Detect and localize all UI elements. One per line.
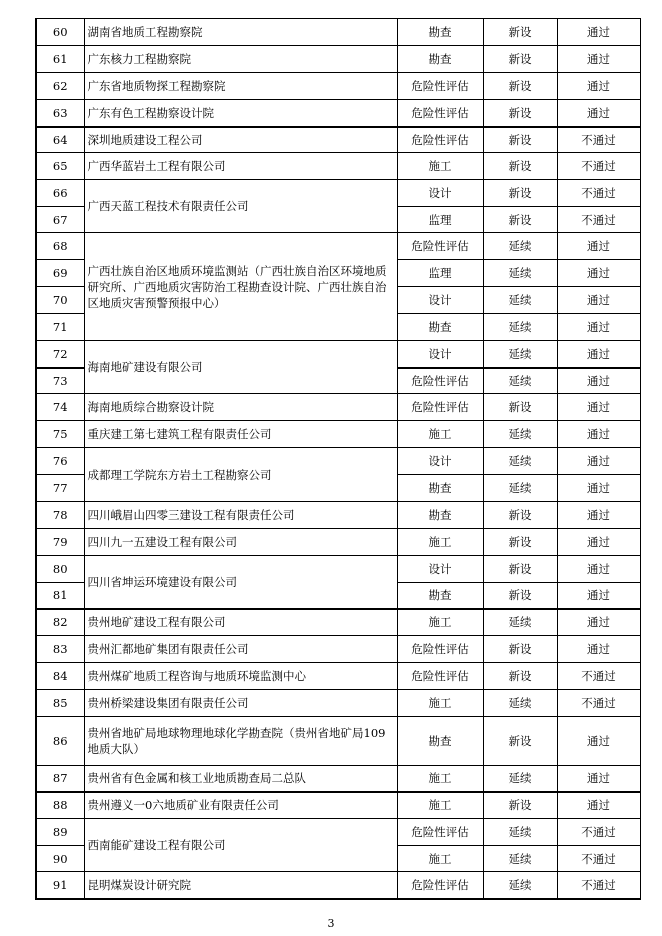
qualification-type-cell: 施工 (397, 792, 483, 819)
review-result-cell: 不通过 (557, 872, 640, 899)
qualification-type-cell: 设计 (397, 287, 483, 314)
review-result-cell: 通过 (557, 529, 640, 556)
unit-name-cell: 贵州桥梁建设集团有限责任公司 (84, 690, 397, 717)
row-number-cell: 81 (36, 583, 84, 609)
qualification-type-cell: 施工 (397, 529, 483, 556)
row-number-cell: 74 (36, 394, 84, 421)
unit-name-cell: 广西华蓝岩土工程有限公司 (84, 153, 397, 180)
qualification-type-cell: 设计 (397, 448, 483, 475)
qualification-type-cell: 危险性评估 (397, 233, 483, 260)
review-result-cell: 不通过 (557, 153, 640, 180)
page-number: 3 (327, 917, 335, 930)
table-row (36, 233, 640, 260)
unit-name-cell: 海南地质综合勘察设计院 (84, 394, 397, 421)
application-kind-cell: 延续 (483, 368, 557, 394)
row-number-cell: 82 (36, 609, 84, 636)
row-number-cell: 90 (36, 846, 84, 872)
table-row (36, 341, 640, 368)
qualification-type-cell: 设计 (397, 556, 483, 583)
application-kind-cell: 新设 (483, 502, 557, 529)
review-result-cell: 不通过 (557, 663, 640, 690)
table-row (36, 792, 640, 819)
qualification-type-cell: 监理 (397, 207, 483, 233)
application-kind-cell: 新设 (483, 73, 557, 100)
unit-name-cell: 成都理工学院东方岩土工程勘察公司 (84, 448, 397, 502)
application-kind-cell: 延续 (483, 846, 557, 872)
review-result-cell: 通过 (557, 73, 640, 100)
unit-name-cell: 广西天蓝工程技术有限责任公司 (84, 180, 397, 233)
row-number-cell: 89 (36, 819, 84, 846)
row-number-cell: 64 (36, 127, 84, 153)
review-result-cell: 通过 (557, 636, 640, 663)
qualification-type-cell: 施工 (397, 153, 483, 180)
table-row (36, 766, 640, 792)
row-number-cell: 61 (36, 46, 84, 73)
review-result-cell: 不通过 (557, 690, 640, 717)
table-row (36, 609, 640, 636)
review-result-cell: 通过 (557, 609, 640, 636)
row-number-cell: 63 (36, 100, 84, 127)
review-result-cell: 通过 (557, 260, 640, 287)
application-kind-cell: 新设 (483, 127, 557, 153)
qualification-type-cell: 施工 (397, 766, 483, 792)
review-result-cell: 通过 (557, 341, 640, 368)
unit-name-cell: 海南地矿建设有限公司 (84, 341, 397, 394)
row-number-cell: 83 (36, 636, 84, 663)
qualification-type-cell: 勘查 (397, 717, 483, 766)
application-kind-cell: 延续 (483, 314, 557, 341)
qualification-type-cell: 施工 (397, 609, 483, 636)
qualification-type-cell: 勘查 (397, 475, 483, 502)
table-row (36, 180, 640, 207)
table-row (36, 127, 640, 153)
row-number-cell: 71 (36, 314, 84, 341)
application-kind-cell: 延续 (483, 260, 557, 287)
application-kind-cell: 新设 (483, 636, 557, 663)
unit-name-cell: 西南能矿建设工程有限公司 (84, 819, 397, 872)
qualification-type-cell: 危险性评估 (397, 394, 483, 421)
application-kind-cell: 延续 (483, 609, 557, 636)
unit-name-cell: 重庆建工第七建筑工程有限责任公司 (84, 421, 397, 448)
unit-name-cell: 贵州省有色金属和核工业地质勘查局二总队 (84, 766, 397, 792)
table-row (36, 819, 640, 846)
qualification-type-cell: 危险性评估 (397, 100, 483, 127)
review-result-cell: 通过 (557, 394, 640, 421)
unit-name-cell: 广西壮族自治区地质环境监测站（广西壮族自治区环境地质研究所、广西地质灾害防治工程勘查设计院、广西壮族自治区地质灾害预警预报中心） (84, 233, 397, 341)
application-kind-cell: 新设 (483, 46, 557, 73)
qualification-type-cell: 勘查 (397, 19, 483, 46)
application-kind-cell: 新设 (483, 180, 557, 207)
unit-name-cell: 昆明煤炭设计研究院 (84, 872, 397, 899)
application-kind-cell: 新设 (483, 717, 557, 766)
table-row (36, 448, 640, 475)
application-kind-cell: 新设 (483, 100, 557, 127)
review-result-cell: 不通过 (557, 846, 640, 872)
qualification-type-cell: 危险性评估 (397, 127, 483, 153)
application-kind-cell: 延续 (483, 475, 557, 502)
table-row (36, 46, 640, 73)
row-number-cell: 84 (36, 663, 84, 690)
application-kind-cell: 新设 (483, 19, 557, 46)
review-result-cell: 不通过 (557, 207, 640, 233)
row-number-cell: 70 (36, 287, 84, 314)
review-result-cell: 通过 (557, 475, 640, 502)
table-row (36, 872, 640, 899)
row-number-cell: 79 (36, 529, 84, 556)
application-kind-cell: 延续 (483, 287, 557, 314)
review-result-cell: 通过 (557, 100, 640, 127)
unit-name-cell: 贵州遵义一0六地质矿业有限责任公司 (84, 792, 397, 819)
table-row (36, 73, 640, 100)
application-kind-cell: 延续 (483, 421, 557, 448)
unit-name-cell: 四川九一五建设工程有限公司 (84, 529, 397, 556)
review-result-cell: 通过 (557, 556, 640, 583)
application-kind-cell: 新设 (483, 394, 557, 421)
unit-name-cell: 贵州省地矿局地球物理地球化学勘查院（贵州省地矿局109地质大队） (84, 717, 397, 766)
qualification-type-cell: 危险性评估 (397, 663, 483, 690)
row-number-cell: 77 (36, 475, 84, 502)
row-number-cell: 91 (36, 872, 84, 899)
application-kind-cell: 新设 (483, 792, 557, 819)
application-kind-cell: 新设 (483, 153, 557, 180)
table-row (36, 529, 640, 556)
table-row (36, 394, 640, 421)
row-number-cell: 69 (36, 260, 84, 287)
unit-name-cell: 湖南省地质工程勘察院 (84, 19, 397, 46)
table-row (36, 663, 640, 690)
review-result-cell: 通过 (557, 448, 640, 475)
row-number-cell: 68 (36, 233, 84, 260)
review-result-cell: 通过 (557, 368, 640, 394)
row-number-cell: 72 (36, 341, 84, 368)
row-number-cell: 60 (36, 19, 84, 46)
row-number-cell: 67 (36, 207, 84, 233)
review-result-cell: 不通过 (557, 180, 640, 207)
row-number-cell: 88 (36, 792, 84, 819)
table-row (36, 421, 640, 448)
table-row (36, 690, 640, 717)
application-kind-cell: 延续 (483, 872, 557, 899)
application-kind-cell: 新设 (483, 529, 557, 556)
table-body (36, 19, 640, 899)
review-result-cell: 通过 (557, 287, 640, 314)
table-row (36, 100, 640, 127)
review-result-cell: 通过 (557, 19, 640, 46)
qualification-type-cell: 危险性评估 (397, 819, 483, 846)
qualification-type-cell: 监理 (397, 260, 483, 287)
unit-name-cell: 贵州汇都地矿集团有限责任公司 (84, 636, 397, 663)
review-result-cell: 通过 (557, 421, 640, 448)
qualification-type-cell: 施工 (397, 690, 483, 717)
unit-name-cell: 贵州煤矿地质工程咨询与地质环境监测中心 (84, 663, 397, 690)
row-number-cell: 80 (36, 556, 84, 583)
application-kind-cell: 新设 (483, 663, 557, 690)
review-result-cell: 通过 (557, 46, 640, 73)
application-kind-cell: 新设 (483, 556, 557, 583)
unit-name-cell: 广东有色工程勘察设计院 (84, 100, 397, 127)
row-number-cell: 86 (36, 717, 84, 766)
application-kind-cell: 新设 (483, 207, 557, 233)
qualification-type-cell: 危险性评估 (397, 872, 483, 899)
qualification-type-cell: 危险性评估 (397, 368, 483, 394)
review-result-cell: 通过 (557, 233, 640, 260)
qualification-type-cell: 勘查 (397, 583, 483, 609)
unit-name-cell: 深圳地质建设工程公司 (84, 127, 397, 153)
row-number-cell: 65 (36, 153, 84, 180)
qualification-type-cell: 设计 (397, 180, 483, 207)
qualification-type-cell: 施工 (397, 846, 483, 872)
table-row (36, 153, 640, 180)
unit-name-cell: 四川峨眉山四零三建设工程有限责任公司 (84, 502, 397, 529)
unit-name-cell: 广东核力工程勘察院 (84, 46, 397, 73)
review-result-cell: 不通过 (557, 127, 640, 153)
review-result-cell: 通过 (557, 766, 640, 792)
qualification-type-cell: 危险性评估 (397, 636, 483, 663)
row-number-cell: 85 (36, 690, 84, 717)
row-number-cell: 62 (36, 73, 84, 100)
row-number-cell: 78 (36, 502, 84, 529)
application-kind-cell: 延续 (483, 341, 557, 368)
application-kind-cell: 延续 (483, 819, 557, 846)
review-result-cell: 通过 (557, 717, 640, 766)
review-result-cell: 通过 (557, 583, 640, 609)
unit-name-cell: 广东省地质物探工程勘察院 (84, 73, 397, 100)
table-row (36, 502, 640, 529)
application-kind-cell: 延续 (483, 448, 557, 475)
qualification-type-cell: 勘查 (397, 46, 483, 73)
unit-name-cell: 贵州地矿建设工程有限公司 (84, 609, 397, 636)
review-result-cell: 通过 (557, 502, 640, 529)
review-result-cell: 通过 (557, 314, 640, 341)
application-kind-cell: 延续 (483, 690, 557, 717)
review-result-cell: 通过 (557, 792, 640, 819)
application-kind-cell: 延续 (483, 233, 557, 260)
qualification-type-cell: 施工 (397, 421, 483, 448)
table-row (36, 556, 640, 583)
review-result-cell: 不通过 (557, 819, 640, 846)
row-number-cell: 76 (36, 448, 84, 475)
table-row (36, 636, 640, 663)
qualification-table (35, 18, 641, 900)
qualification-type-cell: 勘查 (397, 502, 483, 529)
application-kind-cell: 延续 (483, 766, 557, 792)
qualification-type-cell: 勘查 (397, 314, 483, 341)
qualification-type-cell: 危险性评估 (397, 73, 483, 100)
qualification-type-cell: 设计 (397, 341, 483, 368)
row-number-cell: 73 (36, 368, 84, 394)
row-number-cell: 87 (36, 766, 84, 792)
table-row (36, 19, 640, 46)
row-number-cell: 66 (36, 180, 84, 207)
application-kind-cell: 新设 (483, 583, 557, 609)
unit-name-cell: 四川省坤运环境建设有限公司 (84, 556, 397, 609)
table-row (36, 717, 640, 766)
row-number-cell: 75 (36, 421, 84, 448)
